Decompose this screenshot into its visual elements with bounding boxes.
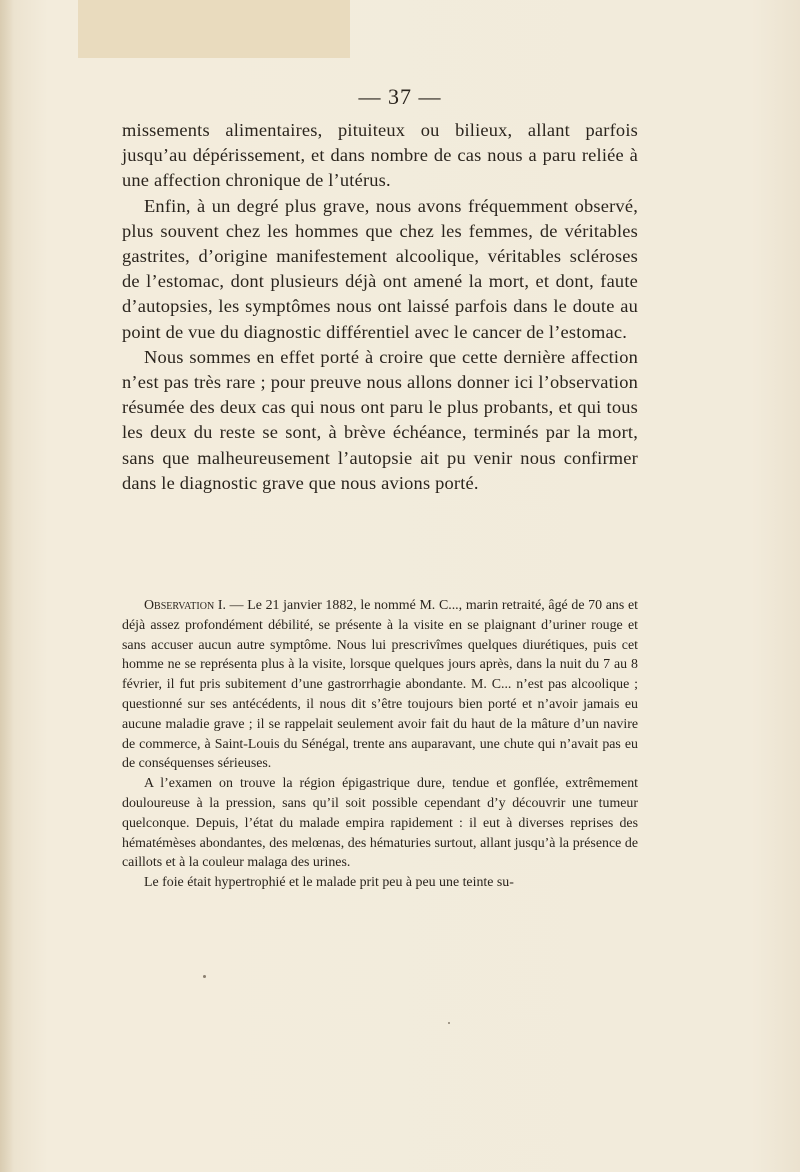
- observation-paragraph-2: A l’examen on trouve la région épigastrique dure, tendue et gonflée, extrêmement douloureuse à la pression, sans qu’il soit possible cependant d’y découvrir une tumeur quelconque. Depuis, l’état du malade empira rapidement : il eut à diverses reprises des hématémèses abondantes, des melœnas, des hématuries surtout, allant jusqu’à la présence de caillots et à la couleur malaga des urines.: [122, 776, 638, 871]
- paragraph-cancer: Nous sommes en effet porté à croire que cette dernière affection n’est pas très rare ; pour preuve nous allons donner ici l’observation résumée des deux cas qui nous ont paru le plus probants, et qui tous les deux du reste se sont, à brève échéance, terminés par la mort, sans que malheureusement l’autopsie ait pu venir nous confirmer dans le diagnostic grave que nous avions porté.: [122, 346, 638, 493]
- page-number: — 37 —: [358, 84, 442, 109]
- page-edge-shadow: [0, 0, 14, 1172]
- main-text: [122, 118, 638, 496]
- observation-intro: — Le 21 janvier 1882, le nommé M. C..., marin retraité, âgé de 70 ans et déjà assez profondément débilité, se présente à la visite en se plaignant d’uriner rouge et sans accuser aucun autre symptôme. Nous lui prescrivîmes quelques diurétiques, puis cet homme ne se représenta plus à la visite, lorsque quelques jours après, dans la nuit du 7 au 8 février, il fut pris subitement d’une gastrorrhagie abondante. M. C... n’est pas alcoolique ; questionné sur ses antécédents, il nous dit s’être toujours bien porté et n’avoir jamais eu aucune maladie grave ; il se rappelait seulement avoir fait du haut de la mâture d’un navire de commerce, à Saint-Louis du Sénégal, trente ans auparavant, une chute qui n’avait pas eu de conséquenses sérieuses.: [122, 598, 638, 772]
- paragraph-gastrites: Enfin, à un degré plus grave, nous avons fréquemment observé, plus souvent chez les hommes que chez les femmes, de véritables gastrites, d’origine manifestement alcoolique, véritables scléroses de l’estomac, dont plusieurs déjà ont amené la mort, et dont, faute d’autopsies, les symptômes nous ont laissé parfois dans le doute au point de vue du diagnostic différentiel avec le cancer de l’estomac.: [122, 195, 638, 342]
- observation-title: Observation I.: [144, 598, 226, 613]
- paragraph-continuation: missements alimentaires, pituiteux ou bilieux, allant parfois jusqu’au dépérissement, et dans nombre de cas nous a paru reliée à une affection chronique de l’utérus.: [122, 120, 638, 191]
- tape-mark: [78, 0, 350, 58]
- ink-speck: [448, 1022, 450, 1024]
- observation-paragraph-3: Le foie était hypertrophié et le malade prit peu à peu une teinte su-: [144, 875, 514, 891]
- observation-paragraph-1: [122, 596, 638, 774]
- ink-speck: [203, 975, 206, 978]
- observation-section: [122, 596, 638, 893]
